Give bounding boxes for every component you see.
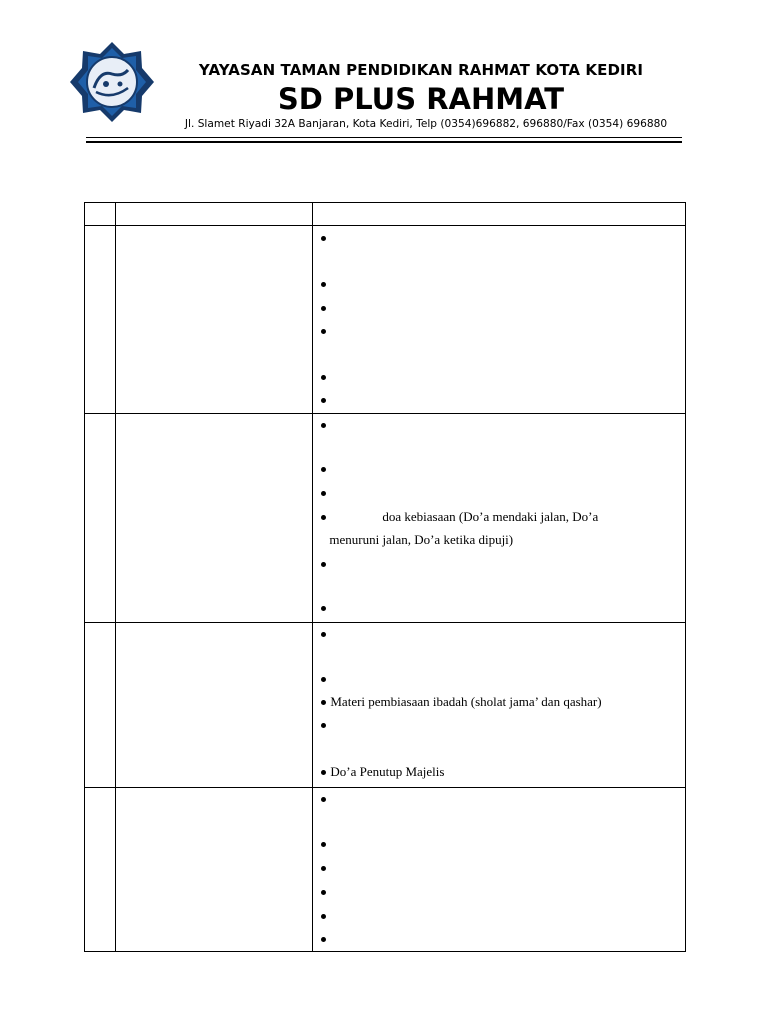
bullet-icon [321,632,326,637]
bullet-icon [321,423,326,428]
number-cell [85,623,116,788]
organization-name: YAYASAN TAMAN PENDIDIKAN RAHMAT KOTA KEDIRI [198,61,644,79]
list-item [321,908,330,924]
topic-cell [116,623,313,788]
school-name: SD PLUS RAHMAT [277,82,565,116]
list-item [321,369,330,385]
header-rule-thin [86,137,682,138]
list-item [321,485,330,501]
topic-cell [116,226,313,414]
list-item [321,860,330,876]
schedule-table [84,202,686,952]
bullet-icon [321,770,326,775]
bullet-icon [321,329,326,334]
list-item [321,884,330,900]
list-item-text: Materi pembiasaan ibadah (sholat jama’ dan qashar) [330,694,602,709]
number-cell [85,226,116,414]
list-item-text: doa kebiasaan (Do’a mendaki jalan, Do’a [382,509,599,524]
list-item [321,764,444,780]
bullet-icon [321,562,326,567]
bullet-icon [321,236,326,241]
topic-cell [116,414,313,623]
topic-cell [116,788,313,952]
bullet-icon [321,282,326,287]
bullet-icon [321,677,326,682]
list-item [321,461,330,477]
list-item [321,671,330,687]
table-row [85,623,686,788]
list-item [321,600,330,616]
bullet-icon [321,797,326,802]
bullet-icon [321,866,326,871]
list-item [321,556,330,572]
list-item [321,300,330,316]
bullet-icon [321,515,326,520]
list-item [321,392,330,408]
bullet-icon [321,375,326,380]
list-item-text: Do’a Penutup Majelis [330,764,445,779]
list-item-text-continued: menuruni jalan, Do’a ketika dipuji) [329,532,514,547]
table-row [85,414,686,623]
content-cell [313,623,686,788]
table-row [85,788,686,952]
list-item [321,230,330,246]
list-item [321,791,330,807]
header-cell [85,203,116,226]
content-cell [313,226,686,414]
table-header-row [85,203,686,226]
content-cell [313,414,686,623]
header-cell [313,203,686,226]
number-cell [85,788,116,952]
bullet-icon [321,700,326,705]
list-item [321,694,601,710]
bullet-icon [321,467,326,472]
content-cell [313,788,686,952]
bullet-icon [321,606,326,611]
bullet-icon [321,723,326,728]
header-cell [116,203,313,226]
list-item [321,509,598,525]
list-item [321,626,330,642]
list-item [321,836,330,852]
table-row [85,226,686,414]
bullet-icon [321,890,326,895]
school-address: Jl. Slamet Riyadi 32A Banjaran, Kota Kediri, Telp (0354)696882, 696880/Fax (0354) 696880 [184,118,668,130]
header-rule-thick [86,141,682,143]
school-emblem-icon [70,40,154,124]
bullet-icon [321,937,326,942]
list-item [321,323,330,339]
bullet-icon [321,491,326,496]
list-item [321,417,330,433]
number-cell [85,414,116,623]
list-item [321,931,330,947]
list-item [321,276,330,292]
bullet-icon [321,398,326,403]
bullet-icon [321,306,326,311]
bullet-icon [321,914,326,919]
bullet-icon [321,842,326,847]
list-item [321,717,330,733]
